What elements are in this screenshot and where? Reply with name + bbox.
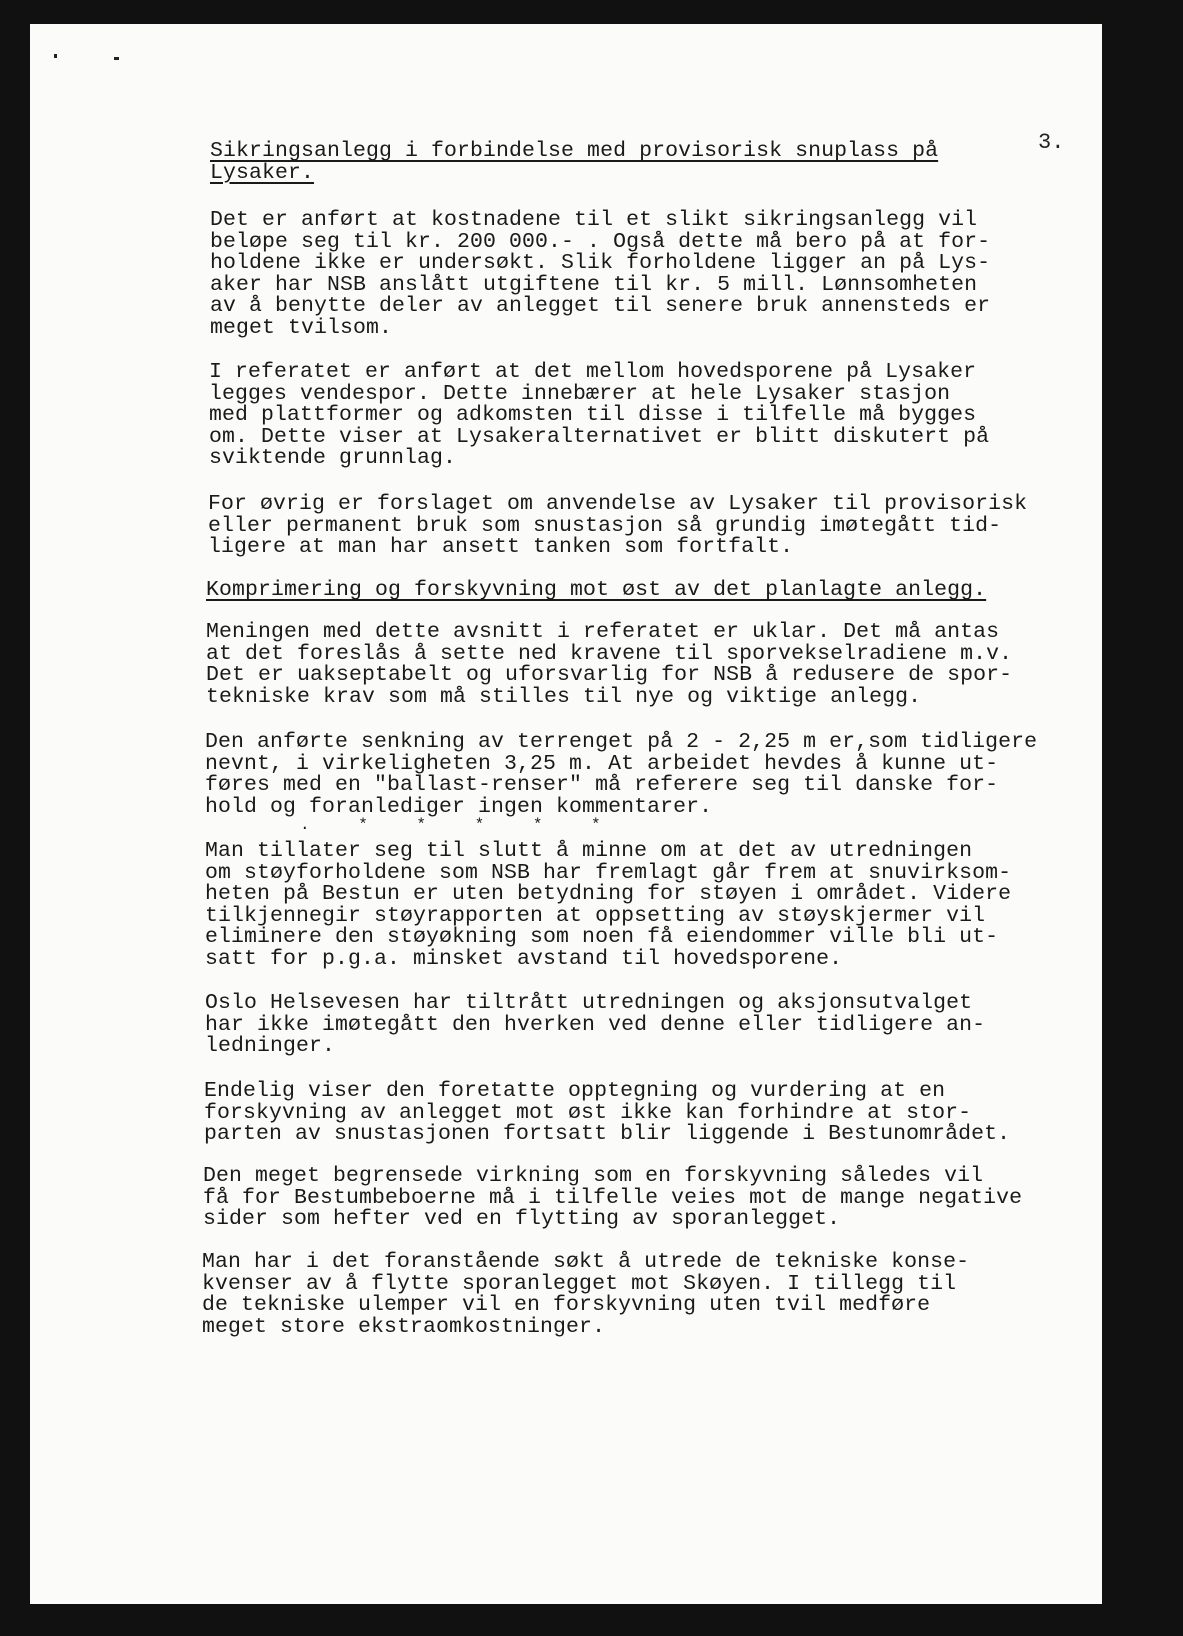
paragraph-2 [209,362,989,470]
paragraph-10 [202,1252,969,1338]
text-line: ligere at man har ansett tanken som fortfalt. [208,535,794,560]
paragraph-5 [205,732,1037,818]
text-line: I referatet er anført at det mellom hovedsporene på Lysaker [209,360,977,384]
text-line: av å benytte deler av anlegget til senere bruk annensteds er [210,294,991,319]
paragraph-3 [208,494,1027,559]
text-line: Lysaker. [210,160,315,185]
text-line: om støyforholdene som NSB har fremlagt går frem at snuvirksom- [205,860,1012,885]
text-line: hold og foranlediger ingen kommentarer. [205,794,713,819]
text-line: eller permanent bruk som snustasjon så grundig imøtegått tid- [208,513,1002,538]
text-line: satt for p.g.a. minsket avstand til hovedsporene. [205,946,843,971]
text-line: eliminere den støyøkning som noen få eiendommer ville bli ut- [205,925,999,950]
text-line: nevnt, i virkeligheten 3,25 m. At arbeidet hevdes å kunne ut- [205,751,999,776]
text-line: ledninger. [205,1034,336,1059]
text-line: har ikke imøtegått den hverken ved denne eller tidligere an- [205,1012,986,1037]
text-line: holdene ikke er undersøkt. Slik forholdene ligger an på Lys- [210,251,991,276]
text-line: Endelig viser den foretatte opptegning og vurdering at en [204,1079,946,1103]
heading-komprimering [206,580,986,602]
text-line: om. Dette viser at Lysakeralternativet er blitt diskutert på [209,424,990,449]
text-line: For øvrig er forslaget om anvendelse av Lysaker til provisorisk [208,492,1028,516]
text-line: at det foreslås å sette ned kravene til sporvekselradiene m.v. [206,641,1013,666]
text-line: . * * * * * [300,816,601,834]
paragraph-6 [205,841,1011,971]
text-line: tekniske krav som må stilles til nye og viktige anlegg. [206,684,922,709]
separator-stars [300,815,601,837]
text-line: sider som hefter ved en flytting av sporanlegget. [203,1207,841,1232]
scan-speck [54,54,57,58]
text-line: de tekniske ulemper vil en forskyvning uten tvil medføre [202,1293,931,1318]
text-line: parten av snustasjonen fortsatt blir liggende i Bestunområdet. [204,1122,1011,1147]
text-line: Det er anført at kostnadene til et slikt sikringsanlegg vil [210,208,978,232]
text-line: Den anførte senkning av terrenget på 2 - 2,25 m er,som tidligere [205,730,1038,754]
page-number: 3. [1038,130,1065,155]
heading-sikringsanlegg [210,141,938,184]
text-line: Man tillater seg til slutt å minne om at det av utredningen [205,839,973,863]
text-line: Man har i det foranstående søkt å utrede de tekniske konse- [202,1250,970,1274]
text-line: aker har NSB anslått utgiftene til kr. 5 mill. Lønnsomheten [210,272,978,297]
paragraph-7 [205,993,985,1058]
text-line: forskyvning av anlegget mot øst ikke kan forhindre at stor- [204,1100,972,1125]
text-line: Den meget begrensede virkning som en forskyvning således vil [203,1164,984,1188]
paragraph-4 [206,622,1012,708]
text-line: beløpe seg til kr. 200 000.- . Også dette må bero på at for- [210,229,991,254]
paragraph-1 [210,210,990,340]
text-line: kvenser av å flytte sporanlegget mot Skøyen. I tillegg til [202,1271,957,1296]
text-line: Det er uakseptabelt og uforsvarlig for NSB å redusere de spor- [206,663,1013,688]
text-line: Sikringsanlegg i forbindelse med provisorisk snuplass på [210,139,939,163]
text-line: sviktende grunnlag. [209,446,457,471]
text-line: heten på Bestun er uten betydning for støyen i området. Videre [205,882,1012,907]
text-line: meget store ekstraomkostninger. [202,1314,606,1339]
text-line: føres med en "ballast-renser" må referere seg til danske for- [205,773,999,798]
text-line: legges vendespor. Dette innebærer at hele Lysaker stasjon [209,381,951,406]
text-line: få for Bestumbeboerne må i tilfelle veies mot de mange negative [203,1185,1023,1210]
text-line: Meningen med dette avsnitt i referatet er uklar. Det må antas [206,620,1000,644]
text-line: tilkjennegir støyrapporten at oppsetting av støyskjermer vil [205,903,986,928]
text-line: meget tvilsom. [210,315,393,340]
text-line: med plattformer og adkomsten til disse i tilfelle må bygges [209,403,977,428]
paragraph-8 [204,1081,1010,1146]
text-line: Komprimering og forskyvning mot øst av det planlagte anlegg. [206,578,987,602]
text-line: Oslo Helsevesen har tiltrått utredningen og aksjonsutvalget [205,991,973,1015]
scan-speck [114,57,119,60]
paragraph-9 [203,1166,1022,1231]
